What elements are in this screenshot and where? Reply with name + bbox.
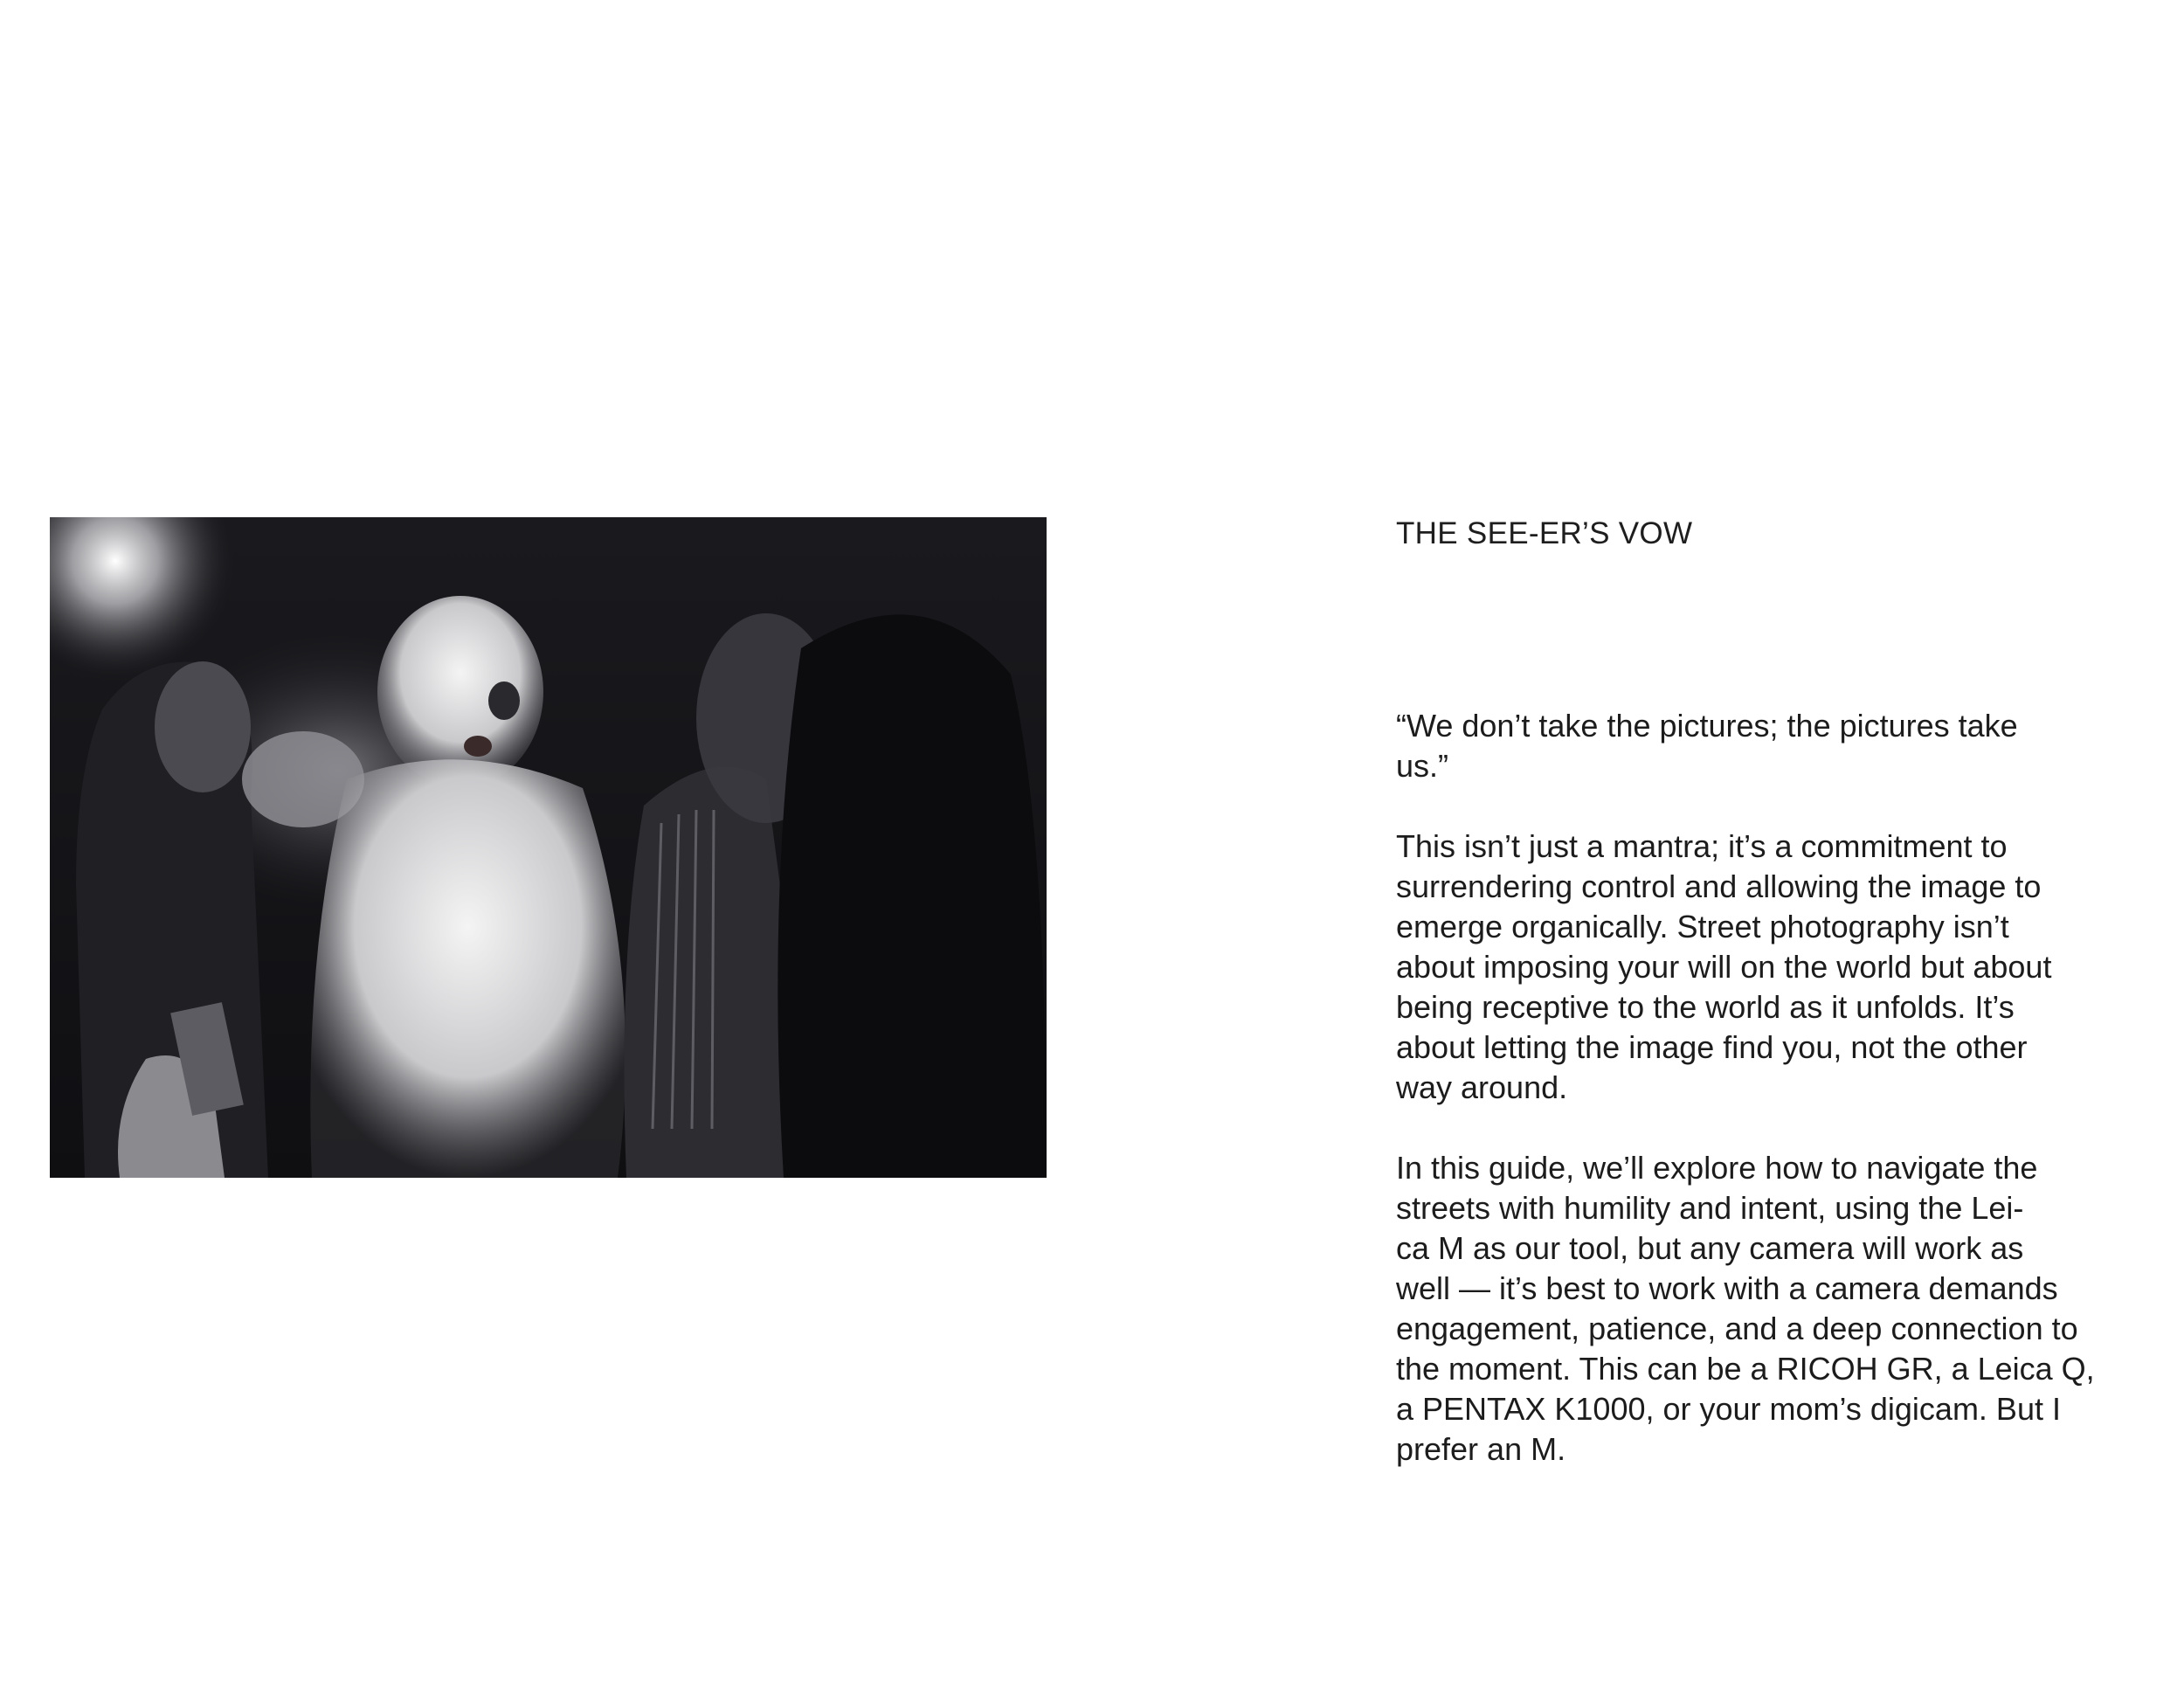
photo-illustration (50, 517, 1047, 1178)
body-paragraph-1: This isn’t just a mantra; it’s a commitment to surrendering control and allowing the image to emerge organically. Street photography isn’t about imposing your will on the world but about being receptive to the world as it unfolds. It’s about letting the image find you, not the other way around. (1396, 828, 2052, 1105)
page-heading: THE SEE-ER’S VOW (1396, 516, 1693, 550)
text-column (1396, 514, 2147, 1470)
street-photo (50, 517, 1047, 1178)
body-paragraph-2: In this guide, we’ll explore how to navigate the streets with humility and intent, using the Lei- ca M as our tool, but any camera will work as well — it’s best to work with a camera demands engagement, patience, and a deep connection to the moment. This can be a RICOH GR, a Leica Q, a PENTAX K1000, or your mom’s digicam. But I prefer an M. (1396, 1150, 2095, 1467)
opening-quote: “We don’t take the pictures; the pictures take us.” (1396, 708, 2018, 784)
